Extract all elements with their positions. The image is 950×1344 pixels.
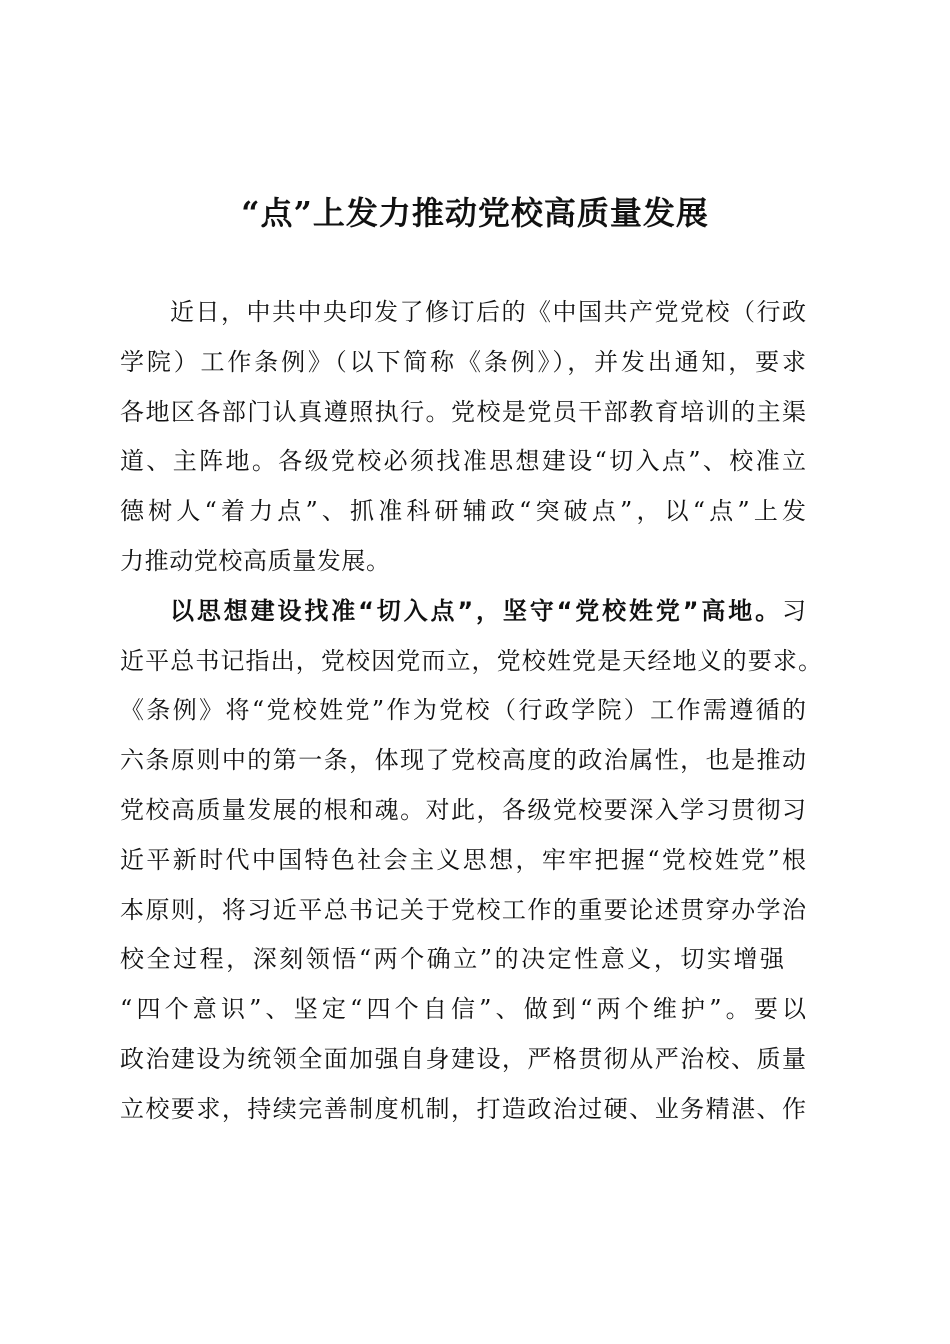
paragraph-2	[120, 587, 830, 1135]
text-line: 政治建设为统领全面加强自身建设，严格贯彻从严治校、质量	[120, 1044, 806, 1073]
text-run: 习	[782, 596, 806, 625]
document-body	[120, 288, 830, 1135]
paragraph-1	[120, 288, 830, 587]
text-line: 各地区各部门认真遵照执行。党校是党员干部教育培训的主渠	[120, 397, 806, 426]
text-line	[170, 587, 806, 637]
text-line: 立校要求，持续完善制度机制，打造政治过硬、业务精湛、作	[120, 1094, 806, 1123]
text-line: 六条原则中的第一条，体现了党校高度的政治属性，也是推动	[120, 746, 806, 775]
text-line: 学院）工作条例》（以下简称《条例》），并发出通知，要求	[120, 347, 806, 376]
text-line: 本原则，将习近平总书记关于党校工作的重要论述贯穿办学治	[120, 895, 806, 924]
text-line: 力推动党校高质量发展。	[120, 546, 391, 575]
text-line: 近平总书记指出，党校因党而立，党校姓党是天经地义的要求。	[120, 646, 822, 675]
text-line: 党校高质量发展的根和魂。对此，各级党校要深入学习贯彻习	[120, 795, 806, 824]
text-line: 近日，中共中央印发了修订后的《中国共产党党校（行政	[170, 298, 806, 326]
text-line: 道、主阵地。各级党校必须找准思想建设“切入点”、校准立	[120, 447, 806, 476]
text-line: “四个意识”、坚定“四个自信”、做到“两个维护”。要以	[120, 995, 806, 1024]
text-line: 《条例》将“党校姓党”作为党校（行政学院）工作需遵循的	[120, 696, 806, 725]
text-line: 校全过程，深刻领悟“两个确立”的决定性意义，切实增强	[120, 945, 784, 974]
document-title: “点”上发力推动党校高质量发展	[241, 194, 709, 232]
section-heading: 以思想建设找准“切入点”，坚守“党校姓党”高地。	[170, 596, 782, 625]
text-line: 近平新时代中国特色社会主义思想，牢牢把握“党校姓党”根	[120, 845, 806, 874]
text-line: 德树人“着力点”、抓准科研辅政“突破点”，以“点”上发	[120, 497, 806, 526]
